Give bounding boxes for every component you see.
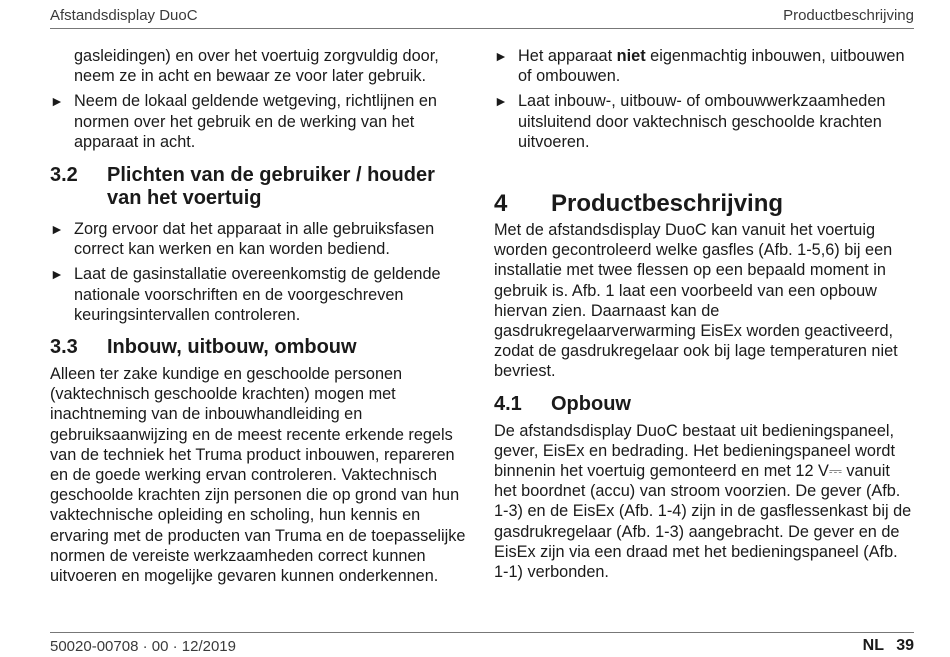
chapter-number: 4 (494, 190, 508, 218)
list-item (50, 264, 468, 325)
section-body: Alleen ter zake kundige en geschoolde personen (vaktechnisch geschoolde krachten) mogen met inachtneming van de inbouwhandleiding en gebruiksaanwijzing en de meest recente erkende regels van de techniek het Truma product inbouwen, repareren en de goede werking ervan controleren. Vaktechnisch geschoolde krachten zijn personen die op grond van hun vaktechnische opleiding en scholing, hun kennis en ervaring met de producten van Truma en de toepasselijke normen de vereiste werkzaamheden correct kunnen uitvoeren en mogelijke gevaren kunnen onderkennen. (50, 365, 466, 586)
header-chapter-name: Productbeschrijving (783, 7, 914, 24)
bullet-text: Laat de gasinstallatie overeenkomstig de geldende nationale voorschriften en de voorgeschreven keuringsintervallen controleren. (74, 265, 441, 324)
header-product-name: Afstandsdisplay DuoC (50, 7, 198, 24)
chapter-heading-4 (494, 190, 914, 218)
list-item (494, 46, 914, 86)
page-header (0, 0, 950, 30)
chapter-body: Met de afstandsdisplay DuoC kan vanuit het voertuig worden gecontroleerd welke gasfles (Afb. 1-5,6) bij een installatie met twee flessen op een bepaald moment in gebruik is. Afb. 1 laat een voorbeeld van een opbouw hiervan zien. Daarnaast kan de gasdrukregelaarverwarming EisEx worden geactiveerd, zodat de gasdrukregelaar ook bij lage temperaturen niet bevriest. (494, 221, 898, 381)
right-column (494, 46, 914, 582)
section-number: 4.1 (494, 392, 522, 415)
section-title: Opbouw (551, 392, 631, 415)
section-heading-3-3 (50, 336, 468, 359)
section-title: Inbouw, uitbouw, ombouw (107, 336, 357, 359)
bullet-emphasis: niet (616, 47, 646, 65)
footer-divider (50, 632, 914, 633)
bullet-text-before: Het apparaat (518, 47, 617, 65)
list-item (494, 91, 914, 152)
bullet-arrow-icon: ► (494, 93, 508, 110)
section-number: 3.2 (50, 164, 78, 187)
bullet-arrow-icon: ► (50, 93, 64, 110)
continuation-text: gasleidingen) en over het voertuig zorgvuldig door, neem ze in acht en bewaar ze voor later gebruik. (74, 47, 439, 86)
section-body: De afstandsdisplay DuoC bestaat uit bedieningspaneel, gever, EisEx en bedrading. Het bedieningspaneel wordt binnenin het voertuig gemonteerd en met 12 V⎓ vanuit het boordnet (accu) van stroom voorzien. De gever (Afb. 1-3) en de EisEx (Afb. 1-4) zijn in de gasflessenkast bij de gasdrukregelaar (Afb. 1-3) aangebracht. De gever en de EisEx zijn via een draad met het bedieningspaneel (Afb. 1-1) verbonden. (494, 421, 912, 582)
list-item (50, 91, 468, 152)
footer-language: NL (862, 637, 884, 654)
bullet-text: Zorg ervoor dat het apparaat in alle gebruiksfasen correct kan werken en kan worden bediend. (74, 220, 435, 259)
section-title: Plichten van de gebruiker / houder van het voertuig (107, 164, 435, 210)
section-heading-4-1 (494, 393, 914, 416)
header-divider (50, 28, 914, 29)
bullet-text: Neem de lokaal geldende wetgeving, richtlijnen en normen over het gebruik en de werking van het apparaat in acht. (74, 92, 437, 151)
section-number: 3.3 (50, 336, 78, 359)
bullet-arrow-icon: ► (50, 266, 64, 283)
page-number: 39 (896, 637, 914, 654)
bullet-arrow-icon: ► (494, 48, 508, 64)
section-heading-3-2 (50, 164, 468, 210)
list-item (50, 219, 468, 259)
bullet-text: Laat inbouw-, uitbouw- of ombouwwerkzaamheden uitsluitend door vaktechnisch geschoolde krachten uitvoeren. (518, 92, 886, 151)
footer-doc-number: 50020-00708 · 00 · 12/2019 (50, 638, 236, 655)
chapter-title: Productbeschrijving (551, 190, 784, 218)
left-column (50, 46, 468, 586)
bullet-arrow-icon: ► (50, 221, 64, 238)
bullet-text-after: eigenmachtig inbouwen, uitbouwen of ombouwen. (518, 47, 905, 86)
